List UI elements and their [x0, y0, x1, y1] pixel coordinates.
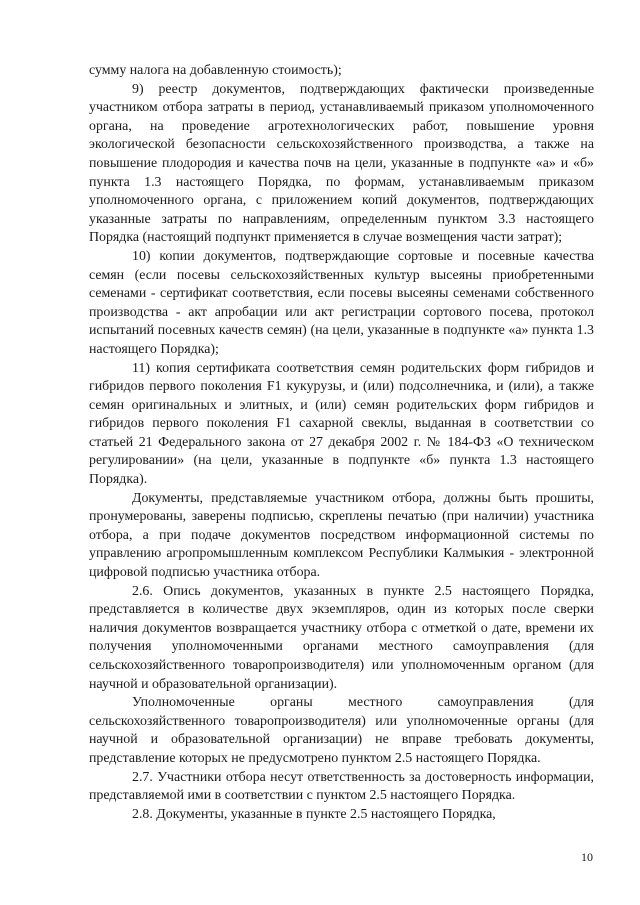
document-body: [89, 62, 594, 824]
paragraph-authorities-restriction: Уполномоченные органы местного самоуправления (для сельскохозяйственного товаропроизводителя) или уполномоченные органы (для научной и образовательной организации) не вправе требовать документы, представление которых не предусмотрено пунктом 2.5 настоящего Порядка.: [89, 695, 594, 766]
paragraph-2-6: 2.6. Опись документов, указанных в пункте 2.5 настоящего Порядка, представляется в количестве двух экземпляров, один из которых после сверки наличия документов возвращается участнику отбора с отметкой о дате, времени их получения уполномоченными органами местного самоуправления (для сельскохозяйственного товаропроизводителя) или уполномоченным органом (для научной и образовательной организации).: [89, 583, 594, 692]
page-number: 10: [581, 850, 593, 864]
paragraph-item-10: 10) копии документов, подтверждающие сортовые и посевные качества семян (если посевы сельскохозяйственных культур высеяны приобретенными семенами - сертификат соответствия, если посевы высеяны семенами собственного производства - акт апробации или акт регистрации сортового посева, протокол испытаний посевных качеств семян) (на цели, указанные в подпункте «а» пункта 1.3 настоящего Порядка);: [89, 248, 594, 357]
paragraph-2-7: 2.7. Участники отбора несут ответственность за достоверность информации, представляемой ими в соответствии с пунктом 2.5 настоящего Порядка.: [89, 769, 594, 804]
paragraph-item-11: 11) копия сертификата соответствия семян родительских форм гибридов и гибридов первого поколения F1 кукурузы, и (или) подсолнечника, и (или), а также семян оригинальных и элитных, и (или) семян родительских форм гибридов и гибридов первого поколения F1 сахарной свеклы, выданная в соответствии со статьей 21 Федерального закона от 27 декабря 2002 г. № 184-ФЗ «О техническом регулировании» (на цели, указанные в подпункте «б» пункта 1.3 настоящего Порядка).: [89, 360, 594, 488]
paragraph-item-9: 9) реестр документов, подтверждающих фактически произведенные участником отбора затраты в период, устанавливаемый приказом уполномоченного органа, на проведение агротехнологических работ, повышение уровня экологической безопасности сельскохозяйственного производства, а также на повышение плодородия и качества почв на цели, указанные в подпункте «а» и «б» пункта 1.3 настоящего Порядка, по формам, устанавливаемым приказом уполномоченного органа, с приложением копий документов, подтверждающих указанные затраты по направлениям, определенным пунктом 3.3 настоящего Порядка (настоящий подпункт применяется в случае возмещения части затрат);: [89, 81, 594, 246]
paragraph-2-8: 2.8. Документы, указанные в пункте 2.5 настоящего Порядка,: [132, 806, 496, 822]
paragraph-vat-tail: сумму налога на добавленную стоимость);: [89, 63, 342, 78]
paragraph-documents-requirements: Документы, представляемые участником отбора, должны быть прошиты, пронумерованы, заверены подписью, скреплены печатью (при наличии) участника отбора, а при подаче документов посредством информационной системы по управлению агропромышленным комплексом Республики Калмыкия - электронной цифровой подписью участника отбора.: [89, 490, 594, 581]
